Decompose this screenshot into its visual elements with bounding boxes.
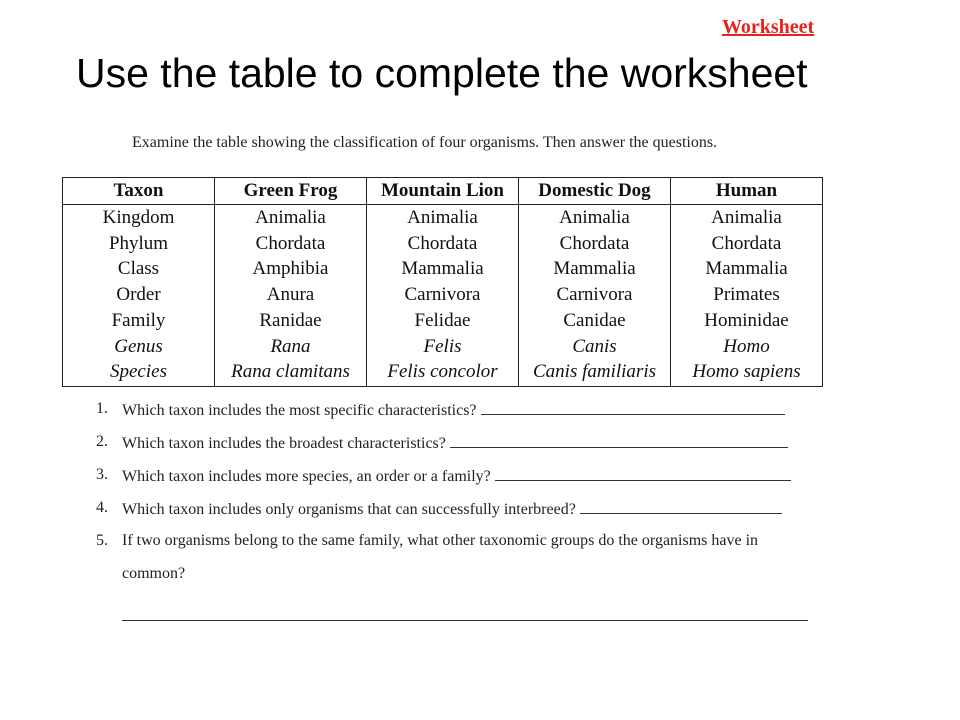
question-item (96, 532, 826, 565)
question-text: Which taxon includes more species, an order or a family? (122, 468, 491, 485)
table-cell: Genus (63, 334, 215, 360)
table-header-row (63, 178, 823, 205)
instructions-text: Examine the table showing the classification of four organisms. Then answer the questions. (132, 134, 718, 151)
table-cell: Canidae (519, 308, 671, 334)
question-number: 4. (96, 499, 108, 516)
answer-blank[interactable] (122, 620, 808, 621)
table-cell: Family (63, 308, 215, 334)
question-text: Which taxon includes the broadest characteristics? (122, 435, 446, 452)
table-row (63, 205, 823, 231)
table-cell: Hominidae (671, 308, 823, 334)
table-row (63, 231, 823, 257)
answer-blank[interactable] (495, 466, 791, 481)
table-cell: Carnivora (367, 282, 519, 308)
table-cell: Primates (671, 282, 823, 308)
table-cell: Ranidae (215, 308, 367, 334)
question-item (96, 433, 826, 466)
answer-blank[interactable] (450, 433, 788, 448)
question-text: Which taxon includes only organisms that can successfully interbreed? (122, 501, 576, 518)
page-title: Use the table to complete the worksheet (76, 50, 808, 96)
question-item (96, 466, 826, 499)
worksheet-link[interactable]: Worksheet (722, 16, 815, 38)
table-row (63, 256, 823, 282)
table-cell: Animalia (519, 205, 671, 231)
table-cell: Rana (215, 334, 367, 360)
table-cell: Species (63, 359, 215, 386)
question-text: common? (122, 565, 186, 582)
question-number: 3. (96, 466, 108, 483)
question-list (96, 400, 826, 598)
table-cell: Chordata (367, 231, 519, 257)
table-cell: Kingdom (63, 205, 215, 231)
table-cell: Animalia (367, 205, 519, 231)
question-item (96, 499, 826, 532)
table-cell: Chordata (671, 231, 823, 257)
table-cell: Felis (367, 334, 519, 360)
table-cell: Chordata (215, 231, 367, 257)
column-header: Taxon (63, 178, 215, 205)
question-text: If two organisms belong to the same family, what other taxonomic groups do the organisms have in (122, 532, 759, 549)
question-number: 1. (96, 400, 108, 417)
question-item-continued (96, 565, 826, 598)
table-cell: Homo sapiens (671, 359, 823, 386)
table-cell: Mammalia (519, 256, 671, 282)
question-number: 2. (96, 433, 108, 450)
table-row (63, 359, 823, 386)
table-cell: Canis (519, 334, 671, 360)
table-cell: Felidae (367, 308, 519, 334)
column-header: Human (671, 178, 823, 205)
question-item (96, 400, 826, 433)
table-cell: Animalia (215, 205, 367, 231)
table-cell: Animalia (671, 205, 823, 231)
column-header: Mountain Lion (367, 178, 519, 205)
table-row (63, 282, 823, 308)
table-cell: Phylum (63, 231, 215, 257)
table-cell: Amphibia (215, 256, 367, 282)
classification-table (62, 177, 823, 387)
table-row (63, 334, 823, 360)
question-number: 5. (96, 532, 108, 549)
table-cell: Class (63, 256, 215, 282)
table-cell: Order (63, 282, 215, 308)
table-cell: Felis concolor (367, 359, 519, 386)
table-cell: Homo (671, 334, 823, 360)
table-cell: Anura (215, 282, 367, 308)
answer-blank[interactable] (481, 400, 785, 415)
table-cell: Chordata (519, 231, 671, 257)
column-header: Green Frog (215, 178, 367, 205)
table-cell: Rana clamitans (215, 359, 367, 386)
table-cell: Mammalia (367, 256, 519, 282)
table-cell: Carnivora (519, 282, 671, 308)
answer-blank[interactable] (580, 499, 782, 514)
column-header: Domestic Dog (519, 178, 671, 205)
table-row (63, 308, 823, 334)
question-text: Which taxon includes the most specific characteristics? (122, 402, 477, 419)
table-cell: Mammalia (671, 256, 823, 282)
table-cell: Canis familiaris (519, 359, 671, 386)
